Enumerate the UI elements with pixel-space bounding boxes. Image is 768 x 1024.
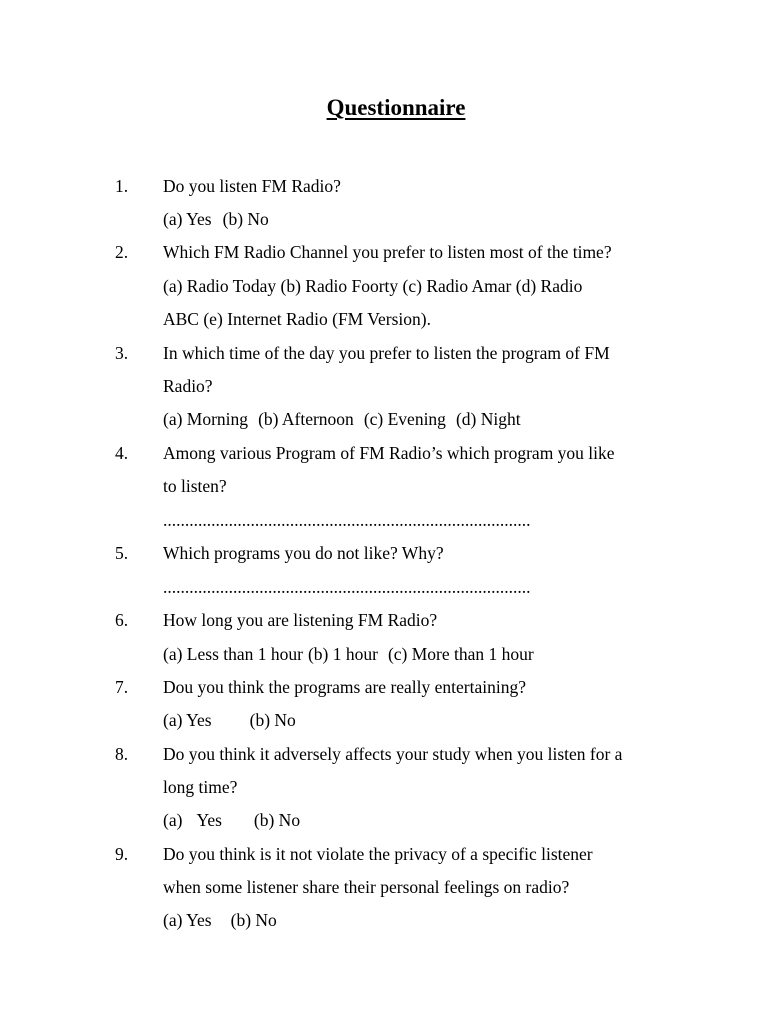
option-a-text: Yes: [196, 810, 222, 830]
question-8-number: 8.: [115, 744, 129, 764]
question-6-options: [163, 643, 534, 665]
option-c: (c) Evening: [363, 409, 446, 429]
question-5-number: 5.: [115, 543, 129, 563]
question-9-number: 9.: [115, 844, 129, 864]
question-2-answer-line-2: ABC (e) Internet Radio (FM Version).: [163, 309, 431, 329]
question-2-answer-line-1: (a) Radio Today (b) Radio Foorty (c) Radio Amar (d) Radio: [163, 276, 583, 296]
question-4-text-line-2: to listen?: [163, 476, 227, 496]
question-9-options: [163, 909, 277, 931]
question-1-number: 1.: [115, 176, 129, 196]
question-7-number: 7.: [115, 677, 129, 697]
question-3-options: [163, 408, 521, 430]
question-1-text: Do you listen FM Radio?: [163, 176, 341, 196]
question-4-text-line-1: Among various Program of FM Radio’s which program you like: [163, 443, 615, 463]
option-a: (a) Morning: [163, 409, 249, 429]
option-a: (a) Less than 1 hour: [163, 644, 303, 664]
option-b: (b) Afternoon: [258, 409, 354, 429]
option-b: (b) No: [230, 910, 277, 930]
question-9-text-line-2: when some listener share their personal feelings on radio?: [163, 877, 570, 897]
question-8-text-line-1: Do you think it adversely affects your study when you listen for a: [163, 744, 623, 764]
option-a-label: (a): [163, 810, 183, 830]
option-a: (a) Yes: [163, 209, 212, 229]
question-4-answer-blank: ....................................................................................: [163, 510, 531, 530]
question-5-text: Which programs you do not like? Why?: [163, 543, 444, 563]
option-b: (b) No: [222, 209, 269, 229]
question-2-number: 2.: [115, 242, 129, 262]
question-3-number: 3.: [115, 343, 129, 363]
question-3-text-line-2: Radio?: [163, 376, 213, 396]
option-b: (b) 1 hour: [307, 644, 378, 664]
option-a: (a) Yes: [163, 710, 212, 730]
question-7-options: [163, 709, 296, 731]
question-8-options: [163, 809, 300, 831]
option-b: (b) No: [249, 710, 296, 730]
option-c: (c) More than 1 hour: [387, 644, 534, 664]
page-title: Questionnaire: [326, 95, 466, 120]
question-2-text: Which FM Radio Channel you prefer to listen most of the time?: [163, 242, 612, 262]
option-b: (b) No: [253, 810, 301, 830]
question-7-text: Dou you think the programs are really entertaining?: [163, 677, 527, 697]
question-6-number: 6.: [115, 610, 129, 630]
question-1-options: [163, 208, 269, 230]
question-6-text: How long you are listening FM Radio?: [163, 610, 438, 630]
question-5-answer-blank: ....................................................................................: [163, 577, 531, 597]
question-9-text-line-1: Do you think is it not violate the privacy of a specific listener: [163, 844, 593, 864]
question-4-number: 4.: [115, 443, 129, 463]
option-d: (d) Night: [455, 409, 521, 429]
question-3-text-line-1: In which time of the day you prefer to listen the program of FM: [163, 343, 610, 363]
option-a: (a) Yes: [163, 910, 212, 930]
question-8-text-line-2: long time?: [163, 777, 238, 797]
